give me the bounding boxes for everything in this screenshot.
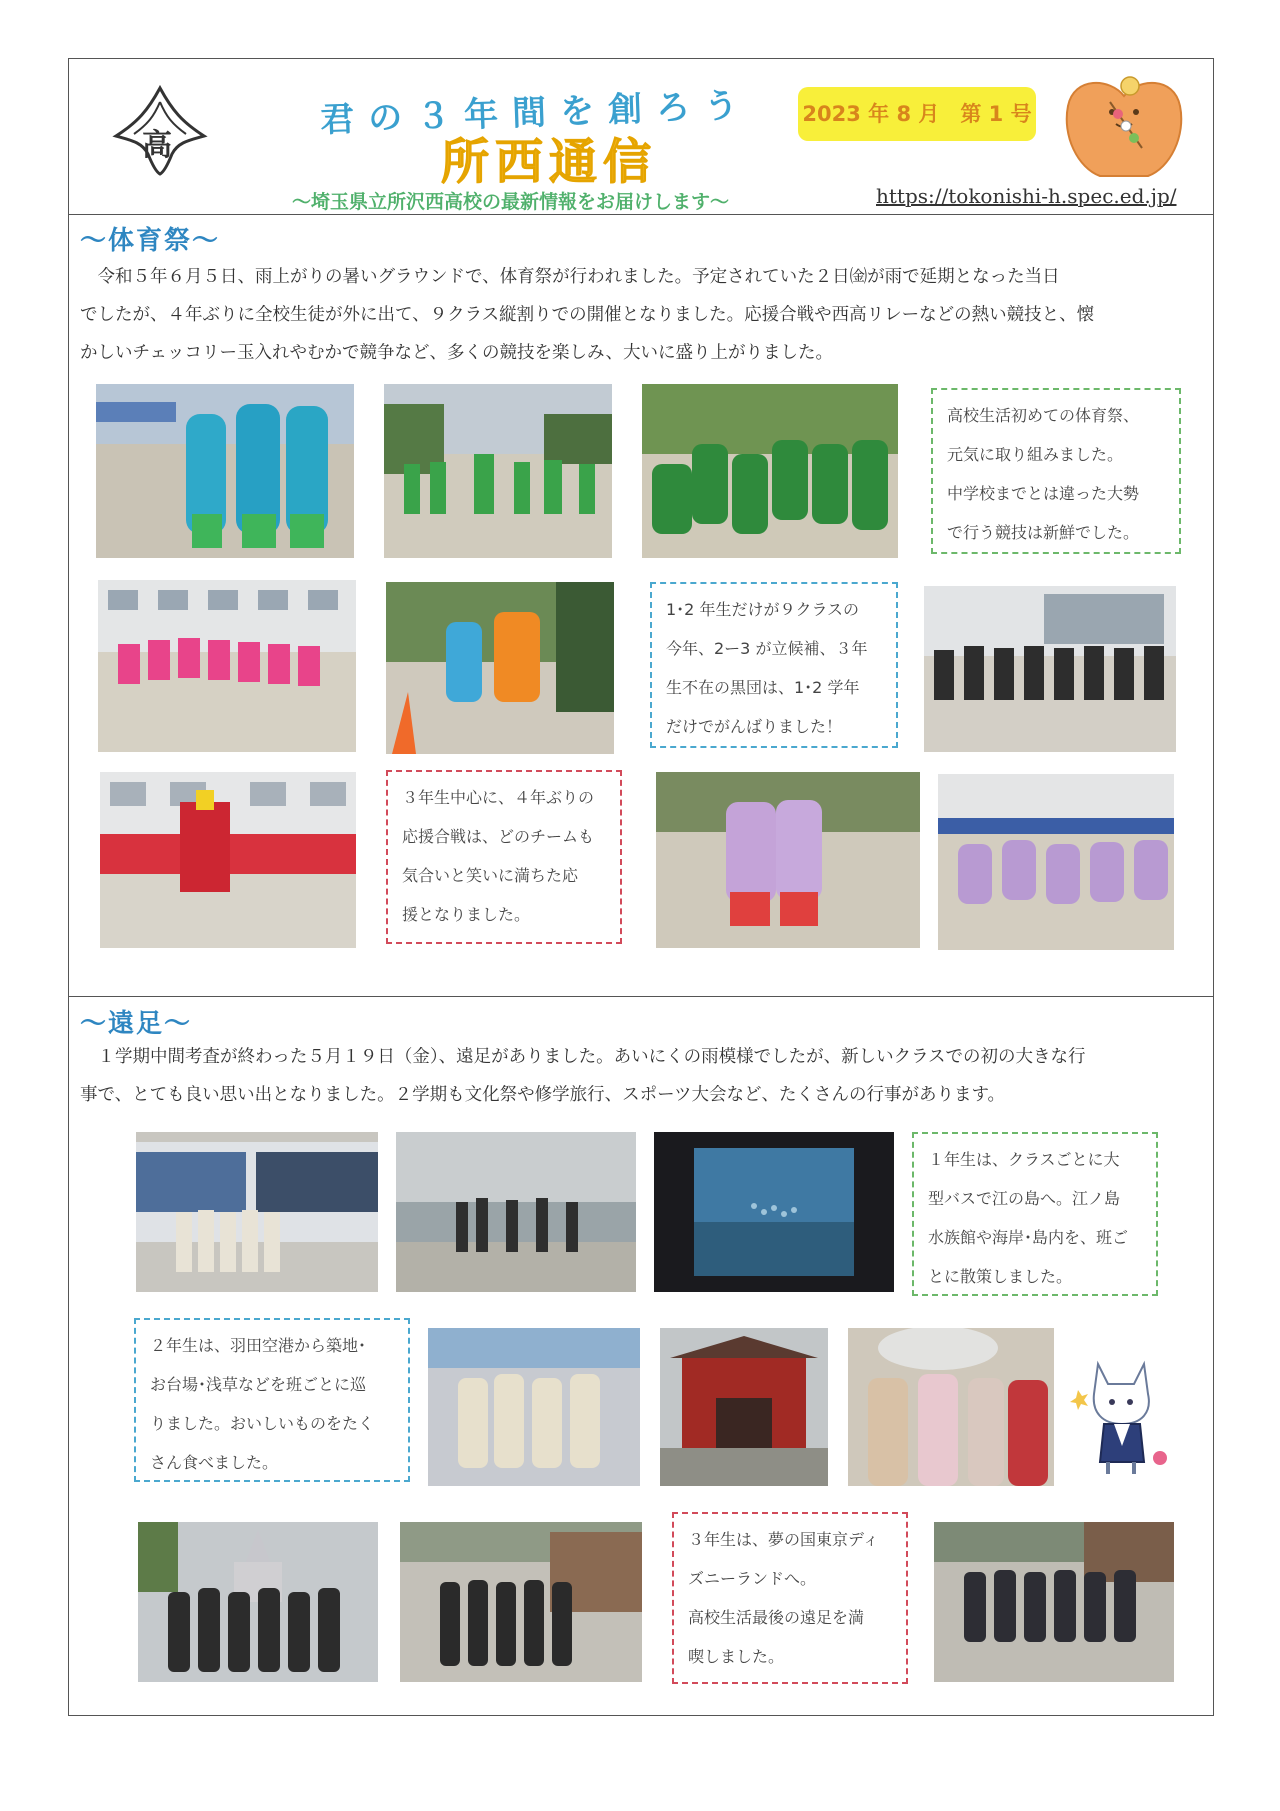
- note-line: 気合いと笑いに満ちた応: [402, 866, 579, 885]
- photo-airport-group: [428, 1328, 640, 1486]
- photo-black-team-cheer: [924, 586, 1176, 752]
- school-emblem-icon: [108, 84, 212, 178]
- note-black-team: [650, 582, 898, 748]
- note-cheer-battle: [386, 770, 622, 944]
- photo-relay-runners: [386, 582, 614, 754]
- note-line: 今年、2ー3 が立候補、３年: [666, 639, 868, 658]
- photo-red-team-cheer: [100, 772, 356, 948]
- note-line: 元気に取り組みました。: [947, 445, 1124, 464]
- excursion-heading: 〜遠足〜: [80, 1009, 193, 1039]
- note-first-sports-festival: [931, 388, 1181, 554]
- cat-mascot-icon: [1068, 1350, 1178, 1480]
- note-second-year-excursion: [134, 1318, 410, 1482]
- photo-kimono-group: [848, 1328, 1054, 1486]
- note-line: 中学校までとは違った大勢: [947, 484, 1140, 503]
- photo-purple-team-run: [656, 772, 920, 948]
- photo-beach-group: [396, 1132, 636, 1292]
- note-line: で行う競技は新鮮でした。: [947, 523, 1140, 542]
- sports-festival-text: [80, 258, 1205, 372]
- photo-relay-race: [96, 384, 354, 558]
- note-line: だけでがんばりました！: [666, 717, 843, 736]
- note-line: ２年生は、羽田空港から築地･: [150, 1336, 367, 1355]
- photo-asakusa-gate: [660, 1328, 828, 1486]
- photo-disney-queue-group: [934, 1522, 1174, 1682]
- note-line: さん食べました。: [150, 1453, 279, 1472]
- note-line: 高校生活最後の遠足を満: [688, 1608, 865, 1627]
- photo-disney-group-rocks: [400, 1522, 642, 1682]
- note-line: ３年生中心に、４年ぶりの: [402, 788, 595, 807]
- emblem-character: 高: [142, 128, 172, 163]
- slogan: 君の３年間を創ろう: [319, 85, 753, 141]
- photo-tug-of-war-green: [642, 384, 898, 558]
- photo-bus-group: [136, 1132, 378, 1292]
- note-line: 高校生活初めての体育祭、: [947, 406, 1140, 425]
- note-line: 型バスで江の島へ。江ノ島: [928, 1189, 1121, 1208]
- note-line: 喫しました。: [688, 1647, 785, 1666]
- excursion-text-line: １学期中間考査が終わった５月１９日（金）、遠足がありました。あいにくの雨模様でしたが、新しいクラスでの初の大きな行: [80, 1047, 1086, 1067]
- mascot-icon: [1060, 72, 1188, 180]
- note-line: 応援合戦は、どのチームも: [402, 827, 595, 846]
- section-divider: [68, 996, 1214, 997]
- sports-festival-heading: 〜体育祭〜: [80, 226, 221, 256]
- newsletter-subtitle: 〜埼玉県立所沢西高校の最新情報をお届けします〜: [292, 191, 730, 213]
- photo-tug-of-war-purple: [938, 774, 1174, 950]
- note-line: 援となりました。: [402, 905, 531, 924]
- note-line: ３年生は、夢の国東京ディ: [688, 1530, 879, 1549]
- note-line: ズニーランドへ。: [688, 1569, 817, 1588]
- header-divider: [68, 214, 1214, 215]
- photo-aquarium: [654, 1132, 894, 1292]
- photo-disney-castle-group: [138, 1522, 378, 1682]
- photo-pink-team-jump: [98, 580, 356, 752]
- newsletter-title: 所西通信: [441, 134, 658, 190]
- note-line: 生不在の黒団は、1･2 学年: [666, 678, 860, 697]
- note-first-year-excursion: [912, 1132, 1158, 1296]
- note-line: りました。おいしいものをたく: [150, 1414, 375, 1433]
- photo-green-team-dance: [384, 384, 612, 558]
- issue-date-badge: 2023 年 8 月 第 1 号: [798, 87, 1036, 141]
- note-line: 1･2 年生だけが９クラスの: [666, 600, 859, 619]
- note-third-year-excursion: [672, 1512, 908, 1684]
- note-line: 水族館や海岸･島内を、班ご: [928, 1228, 1129, 1247]
- excursion-text: [80, 1038, 1205, 1114]
- sports-text-line: 令和５年６月５日、雨上がりの暑いグラウンドで、体育祭が行われました。予定されていた２日㈮が雨で延期となった当日: [80, 267, 1060, 287]
- note-line: １年生は、クラスごとに大: [928, 1150, 1120, 1169]
- excursion-text-line: 事で、とても良い思い出となりました。２学期も文化祭や修学旅行、スポーツ大会など、たくさんの行事があります。: [80, 1085, 1006, 1105]
- note-line: とに散策しました。: [928, 1267, 1073, 1286]
- note-line: お台場･浅草などを班ごとに巡: [150, 1375, 367, 1394]
- sports-text-line: かしいチェッコリー玉入れやむかで競争など、多くの競技を楽しみ、大いに盛り上がりました。: [80, 343, 834, 363]
- sports-text-line: でしたが、４年ぶりに全校生徒が外に出て、９クラス縦割りでの開催となりました。応援合戦や西高リレーなどの熱い競技と、懐: [80, 305, 1095, 325]
- school-url-link[interactable]: https://tokonishi-h.spec.ed.jp/: [876, 184, 1177, 208]
